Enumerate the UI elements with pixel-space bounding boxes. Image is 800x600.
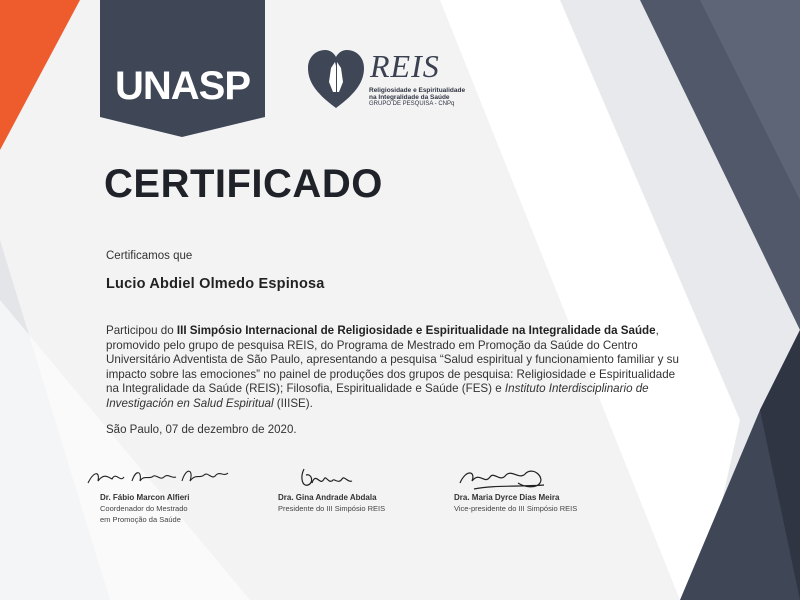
certificate-title: CERTIFICADO — [104, 162, 383, 206]
body-part-1: Participou do — [106, 324, 177, 337]
signature-block-1 — [86, 465, 266, 527]
event-name: III Simpósio Internacional de Religiosidade e Espiritualidade na Integralidade da Saúde — [176, 324, 656, 337]
unasp-logo-text: UNASP — [114, 64, 251, 108]
handwritten-signature-1 — [86, 465, 236, 491]
signature-3-name: Dra. Maria Dyrce Dias Meira — [454, 493, 560, 502]
signature-1-role — [100, 504, 240, 525]
body-part-3: (IIISE). — [273, 396, 313, 410]
handwritten-signature-2 — [278, 465, 368, 493]
signature-block-2 — [278, 465, 458, 527]
institute-name: Instituto Interdisciplinario de Investigación en Salud Espiritual — [106, 382, 649, 410]
reis-logo-name: REIS — [370, 48, 440, 84]
reis-logo-line1: Religiosidade e Espiritualidade — [369, 87, 466, 94]
handwritten-signature-3 — [454, 465, 564, 495]
reis-logo — [306, 46, 476, 116]
reis-logo-line3: GRUPO DE PESQUISA - CNPq — [369, 101, 455, 107]
signature-1-name: Dr. Fábio Marcon Alfieri — [100, 493, 190, 502]
signature-3-role: Vice-presidente do III Simpósio REIS — [454, 504, 578, 513]
heart-hands-icon — [306, 48, 366, 114]
reis-logo-line2: na Integralidade da Saúde — [369, 94, 450, 101]
signature-2-role: Presidente do III Simpósio REIS — [278, 504, 386, 513]
signature-2-name: Dra. Gina Andrade Abdala — [278, 493, 377, 502]
signature-1-role-line2: em Promoção da Saúde — [100, 514, 181, 524]
certificate-date: São Paulo, 07 de dezembro de 2020. — [106, 424, 297, 436]
signature-1-role-line1: Coordenador do Mestrado — [100, 504, 188, 513]
certificate-body — [106, 324, 684, 412]
certificate-intro: Certificamos que — [106, 250, 193, 262]
signature-block-3 — [454, 465, 634, 527]
body-part-2: , promovido pelo grupo de pesquisa REIS, do Programa de Mestrado em Promoção da Saúde do Centro Universitário Adventista de São Paulo, apresentando a pesquisa “Salud espiritual y funcionamiento familiar y su impacto sobre las emociones” no painel de produções dos grupos de pesquisa: Religiosidade e Espiritualidade na Integralidade da Saúde (REIS); Filosofia, Espiritualidade e Saúde (FES) e — [106, 324, 679, 396]
recipient-name: Lucio Abdiel Olmedo Espinosa — [106, 276, 325, 292]
unasp-logo — [100, 0, 265, 137]
